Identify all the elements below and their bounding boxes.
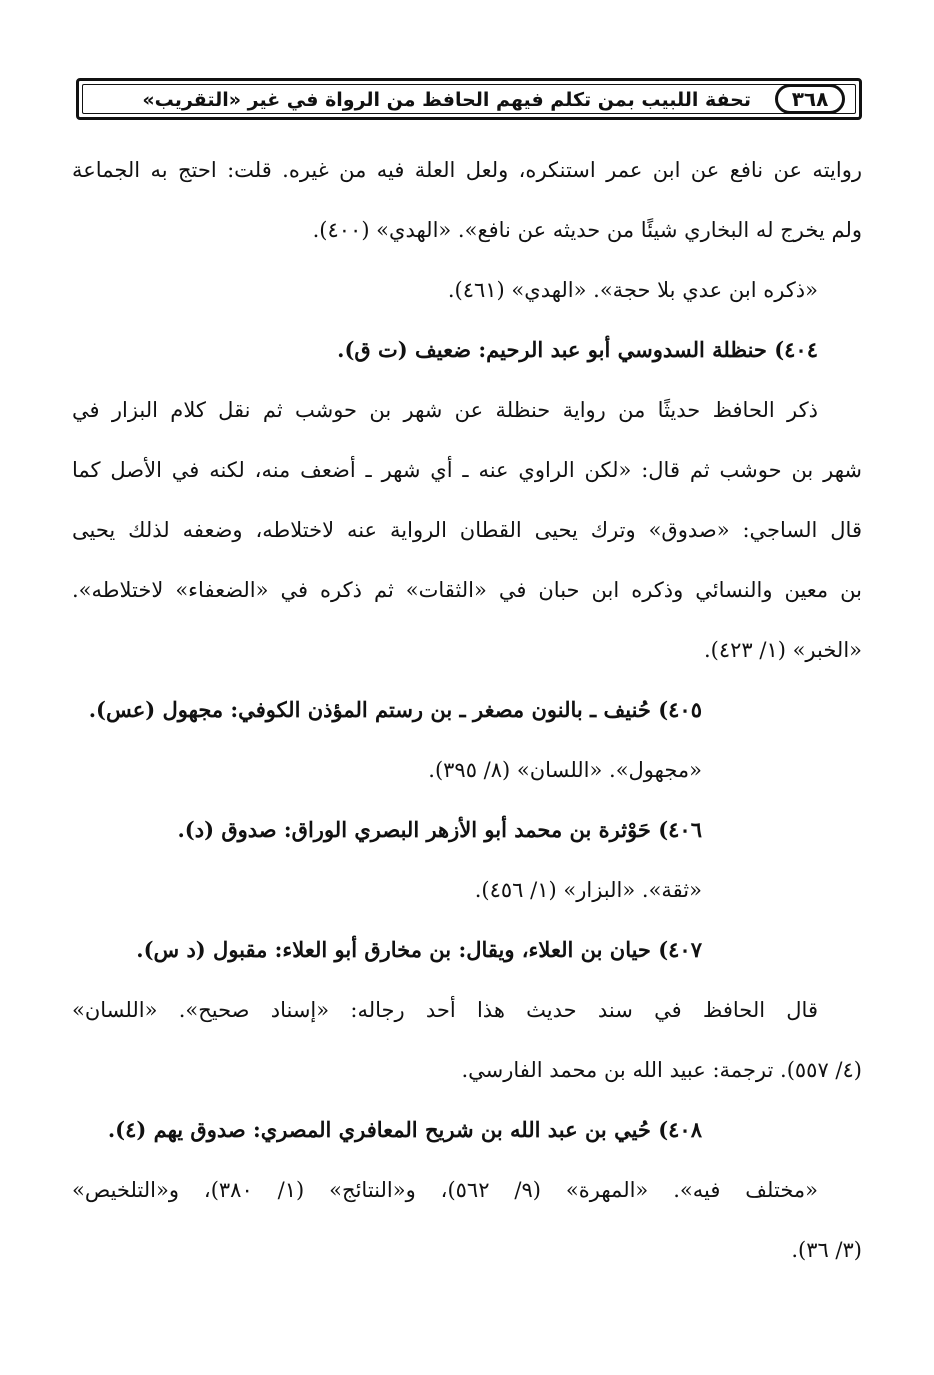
text-line: بن معين والنسائي وذكره ابن حبان في «الثقات» ثم ذكره في «الضعفاء» لاختلاطه». [72, 578, 862, 602]
entry-heading-408: ٤٠٨) حُيي بن عبد الله بن شريح المعافري المصري: صدوق يهم (٤). [107, 1117, 702, 1142]
citation-line: «الخبر» (١/ ٤٢٣). [703, 638, 862, 662]
text-line: «مختلف فيه». «المهرة» (٩/ ٥٦٢)، و«النتائج» (١/ ٣٨٠)، و«التلخيص» [72, 1178, 818, 1202]
text-line: قال الحافظ في سند حديث هذا أحد رجاله: «إسناد صحيح». «اللسان» [72, 998, 818, 1022]
entry-heading-406: ٤٠٦) حَوْثرة بن محمد أبو الأزهر البصري الوراق: صدوق (د). [177, 817, 702, 842]
entry-heading-404: ٤٠٤) حنظلة السدوسي أبو عبد الرحيم: ضعيف (ت ق). [337, 337, 818, 362]
page-body [72, 140, 862, 1280]
quote-line: «مجهول». «اللسان» (٨/ ٣٩٥). [428, 758, 702, 782]
page-number: ٣٦٨ [775, 84, 845, 114]
text-line: شهر بن حوشب ثم قال: «لكن الراوي عنه ـ أي شهر ـ أضعف منه، لكنه في الأصل كما [72, 458, 862, 482]
citation-line: (٤/ ٥٥٧). ترجمة: عبيد الله بن محمد الفارسي. [461, 1058, 862, 1082]
citation-line: (٣/ ٣٦). [791, 1238, 862, 1262]
running-title: تحفة اللبيب بمن تكلم فيهم الحافظ من الرواة في غير «التقريب» [142, 89, 751, 111]
text-line: روايته عن نافع عن ابن عمر استنكره، ولعل العلة فيه من غيره. قلت: احتج به الجماعة [72, 158, 862, 182]
text-line: قال الساجي: «صدوق» وترك يحيى القطان الرواية عنه لاختلاطه، وضعفه لذلك يحيى [72, 518, 862, 542]
entry-heading-407: ٤٠٧) حيان بن العلاء، ويقال: بن مخارق أبو العلاء: مقبول (د س). [136, 937, 702, 962]
quote-line: «ثقة». «البزار» (١/ ٤٥٦). [474, 878, 702, 902]
text-line: ذكر الحافظ حديثًا من رواية حنظلة عن شهر بن حوشب ثم نقل كلام البزار في [72, 398, 818, 422]
text-line: ولم يخرج له البخاري شيئًا من حديثه عن نافع». «الهدي» (٤٠٠). [312, 218, 862, 242]
running-header [76, 78, 862, 120]
entry-heading-405: ٤٠٥) حُنيف ـ بالنون مصغر ـ بن رستم المؤذن الكوفي: مجهول (عس). [88, 697, 702, 722]
quote-line: «ذكره ابن عدي بلا حجة». «الهدي» (٤٦١). [447, 278, 818, 302]
